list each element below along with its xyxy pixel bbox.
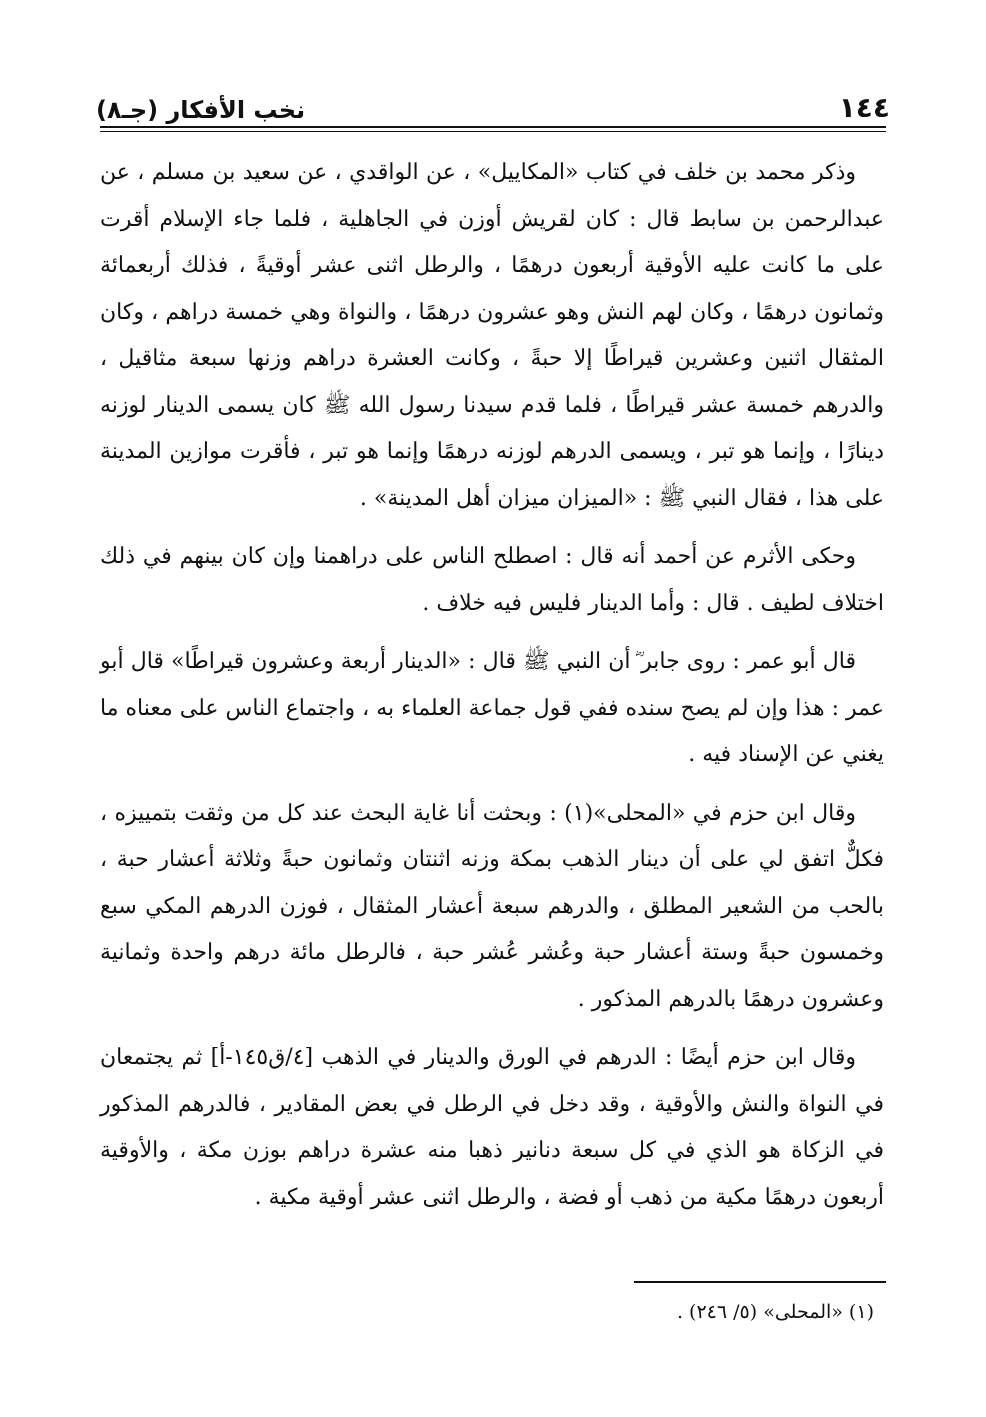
page-header xyxy=(96,78,890,122)
paragraph: وقال ابن حزم أيضًا : الدرهم في الورق والدينار في الذهب [٤/ق١٤٥-أ] ثم يجتمعان في النواة والنش والأوقية ، وقد دخل في الرطل في بعض المقادير ، فالدرهم المذكور في الزكاة هو الذي في كل سبعة دنانير ذهبا منه عشرة دراهم بوزن مكة ، والأوقية أربعون درهمًا مكية من ذهب أو فضة ، والرطل اثنى عشر أوقية مكية . xyxy=(100,1045,884,1210)
paragraph: وقال ابن حزم في «المحلى»(١) : وبحثت أنا غاية البحث عند كل من وثقت بتمييزه ، فكلٌّ اتفق لي على أن دينار الذهب بمكة وزنه اثنتان وثمانون حبةً وثلاثة أعشار حبة ، بالحب من الشعير المطلق ، والدرهم سبعة أعشار المثقال ، فوزن الدرهم المكي سبع وخمسون حبةً وستة أعشار حبة وعُشر عُشر حبة ، فالرطل مائة درهم واحدة وثمانية وعشرون درهمًا بالدرهم المذكور . xyxy=(100,800,884,1012)
running-title: نخب الأفكار (جـ٨) xyxy=(96,96,306,124)
paragraph: قال أبو عمر : روى جابر ؓ أن النبي ﷺ قال : «الدينار أربعة وعشرون قيراطًا» قال أبو عمر : هذا وإن لم يصح سنده ففي قول جماعة العلماء به ، واجتماع الناس على معناه ما يغني عن الإسناد فيه . xyxy=(100,649,884,767)
footnote: (١) «المحلى» (٥/ ٢٤٦) . xyxy=(676,1301,874,1323)
footnote-separator xyxy=(634,1281,886,1283)
header-rule-thin xyxy=(100,131,886,132)
page-number: ١٤٤ xyxy=(838,91,890,124)
paragraph: وذكر محمد بن خلف في كتاب «المكاييل» ، عن الواقدي ، عن سعيد بن مسلم ، عن عبدالرحمن بن سابط قال : كان لقريش أوزن في الجاهلية ، فلما جاء الإسلام أقرت على ما كانت عليه الأوقية أربعون درهمًا ، والرطل اثنى عشر أوقيةً ، فذلك أربعمائة وثمانون درهمًا ، وكان لهم النش وهو عشرون درهمًا ، والنواة وهي خمسة دراهم ، وكان المثقال اثنين وعشرين قيراطًا إلا حبةً ، وكانت العشرة دراهم وزنها سبعة مثاقيل ، والدرهم خمسة عشر قيراطًا ، فلما قدم سيدنا رسول الله ﷺ كان يسمى الدينار لوزنه دينارًا ، وإنما هو تبر ، ويسمى الدرهم لوزنه درهمًا وإنما هو تبر ، فأقرت موازين المدينة على هذا ، فقال النبي ﷺ : «الميزان ميزان أهل المدينة» . xyxy=(100,160,884,511)
paragraph: وحكى الأثرم عن أحمد أنه قال : اصطلح الناس على دراهمنا وإن كان بينهم في ذلك اختلاف لطيف . قال : وأما الدينار فليس فيه خلاف . xyxy=(100,544,884,616)
header-rule xyxy=(100,126,886,128)
main-text xyxy=(100,150,884,1233)
